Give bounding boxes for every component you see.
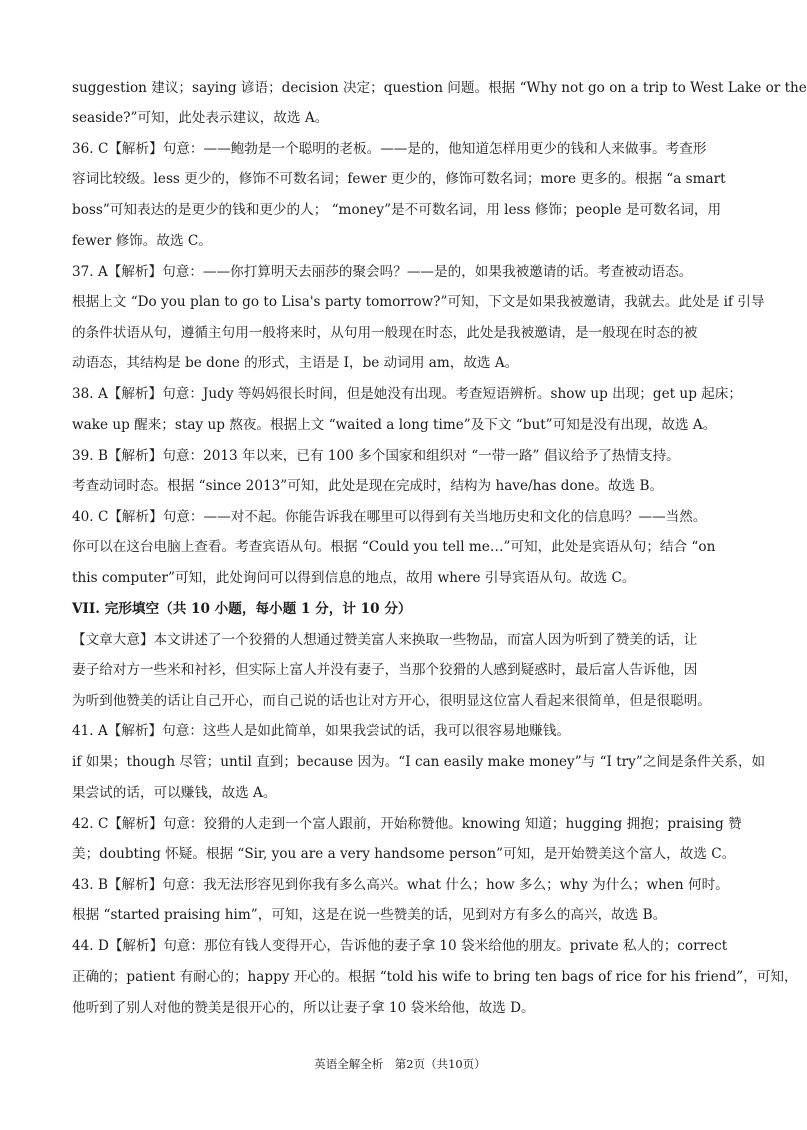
- text-line: 他听到了别人对他的赞美是很开心的，所以让妻子拿 10 袋米给他，故选 D。: [72, 1000, 535, 1016]
- text-line: 考查动词时态。根据 “since 2013”可知，此处是现在完成时，结构为 have/has done。故选 B。: [72, 478, 664, 494]
- text-line: boss”可知表达的是更少的钱和更少的人； “money”是不可数名词，用 less 修饰；people 是可数名词，用: [72, 202, 722, 218]
- text-line: this computer”可知，此处询问可以得到信息的地点，故用 where 引导宾语从句。故选 C。: [72, 570, 636, 586]
- text-line: suggestion 建议；saying 谚语；decision 决定；question 问题。根据 “Why not go on a trip to West Lake or the: [72, 80, 807, 96]
- text-line: 43. B【解析】句意：我无法形容见到你我有多么高兴。what 什么；how 多么；why 为什么；when 何时。: [72, 877, 729, 893]
- text-line: 正确的；patient 有耐心的；happy 开心的。根据 “told his wife to bring ten bags of rice for his friend”，可知，: [72, 969, 798, 985]
- text-line: seaside?”可知，此处表示建议，故选 A。: [72, 110, 329, 126]
- text-line: 果尝试的话，可以赚钱，故选 A。: [72, 785, 277, 801]
- text-line: 41. A【解析】句意：这些人是如此简单，如果我尝试的话，我可以很容易地赚钱。: [72, 723, 570, 739]
- text-line: fewer 修饰。故选 C。: [72, 233, 212, 249]
- text-line: 40. C【解析】句意：——对不起。你能告诉我在哪里可以得到有关当地历史和文化的信息吗？——当然。: [72, 509, 707, 525]
- text-line: 44. D【解析】句意：那位有钱人变得开心，告诉他的妻子拿 10 袋米给他的朋友。private 私人的；correct: [72, 938, 728, 954]
- text-line: 美；doubting 怀疑。根据 “Sir, you are a very handsome person”可知，是开始赞美这个富人，故选 C。: [72, 846, 736, 862]
- text-line: 的条件状语从句，遵循主句用一般将来时，从句用一般现在时态，此处是我被邀请，是一般现在时态的被: [72, 325, 698, 341]
- text-line: 为听到他赞美的话让自己开心，而自己说的话也让对方开心，很明显这位富人看起来很简单，但是很聪明。: [72, 693, 711, 709]
- text-line: 39. B【解析】句意：2013 年以来，已有 100 多个国家和组织对 “一带一路” 倡议给予了热情支持。: [72, 448, 680, 464]
- page-footer: 英语全解全析 第2页（共10页）: [314, 1057, 486, 1071]
- text-line: 42. C【解析】句意：狡猾的人走到一个富人跟前，开始称赞他。knowing 知道；hugging 拥抱；praising 赞: [72, 816, 742, 832]
- text-line: 你可以在这台电脑上查看。考查宾语从句。根据 “Could you tell me…”可知，此处是宾语从句；结合 “on: [72, 539, 716, 555]
- text-line: 容词比较级。less 更少的，修饰不可数名词；fewer 更少的，修饰可数名词；more 更多的。根据 “a smart: [72, 171, 726, 187]
- text-line: 根据上文 “Do you plan to go to Lisa's party tomorrow?”可知，下文是如果我被邀请，我就去。此处是 if 引导: [72, 294, 765, 310]
- text-line: 38. A【解析】句意：Judy 等妈妈很长时间，但是她没有出现。考查短语辨析。show up 出现；get up 起床；: [72, 386, 742, 402]
- text-line: 【文章大意】本文讲述了一个狡猾的人想通过赞美富人来换取一些物品，而富人因为听到了赞美的话，让: [72, 632, 698, 648]
- text-line: 妻子给对方一些米和衬衫，但实际上富人并没有妻子，当那个狡猾的人感到疑惑时，最后富人告诉他，因: [72, 662, 698, 678]
- text-line: 36. C【解析】句意：——鲍勃是一个聪明的老板。——是的，他知道怎样用更少的钱和人来做事。考查形: [72, 141, 707, 157]
- text-line: 37. A【解析】句意：——你打算明天去丽莎的聚会吗？——是的，如果我被邀请的话。考查被动语态。: [72, 264, 693, 280]
- text-line: wake up 醒来；stay up 熬夜。根据上文 “waited a long time”及下文 “but”可知是没有出现，故选 A。: [72, 417, 717, 433]
- section-heading: VII. 完形填空（共 10 小题，每小题 1 分，计 10 分）: [72, 601, 412, 617]
- text-line: 动语态，其结构是 be done 的形式，主语是 I，be 动词用 am，故选 A。: [72, 355, 519, 371]
- text-line: 根据 “started praising him”，可知，这是在说一些赞美的话，见到对方有多么的高兴，故选 B。: [72, 907, 667, 923]
- text-line: if 如果；though 尽管；until 直到；because 因为。“I can easily make money”与 “I try”之间是条件关系，如: [72, 754, 766, 770]
